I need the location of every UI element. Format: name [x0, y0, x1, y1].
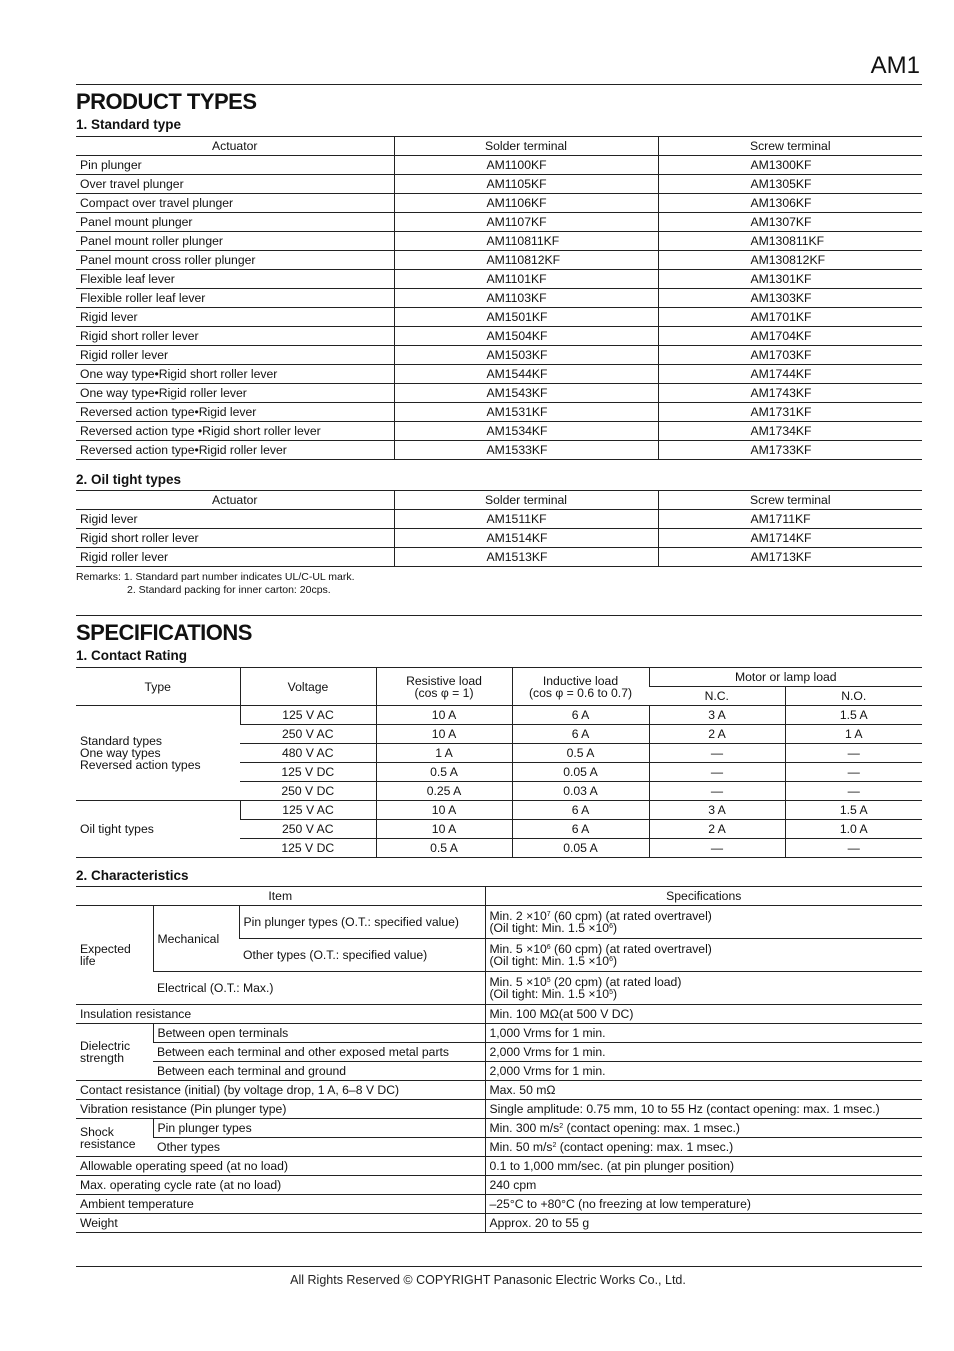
spec-line: Min. $5 \times 10^6$ (60 cpm) (at rated overtravel): [489, 942, 712, 956]
tail-item: Allowable operating speed (at no load): [76, 1157, 485, 1176]
strength-word: strength: [80, 1051, 125, 1065]
table-row: [76, 365, 922, 384]
table-row: [76, 1005, 922, 1024]
tail-spec: Approx. 20 to 55 g: [485, 1214, 922, 1233]
actuator-cell: Flexible roller leaf lever: [76, 289, 394, 308]
resistive-cell: 0.25 A: [376, 782, 512, 801]
column-header-voltage: Voltage: [240, 668, 376, 706]
vibration-spec: Single amplitude: 0.75 mm, 10 to 55 Hz (contact opening: max. 1 msec.): [485, 1100, 922, 1119]
actuator-cell: Rigid short roller lever: [76, 327, 394, 346]
solder-terminal-cell: AM1106KF: [394, 194, 658, 213]
table-row: [76, 1119, 922, 1138]
screw-terminal-cell: AM1305KF: [658, 175, 922, 194]
table-row: [76, 251, 922, 270]
screw-terminal-cell: AM1731KF: [658, 403, 922, 422]
table-row: [76, 1024, 922, 1043]
actuator-cell: Over travel plunger: [76, 175, 394, 194]
no-cell: 1.5 A: [785, 706, 922, 725]
solder-terminal-cell: AM1503KF: [394, 346, 658, 365]
resistive-cell: 0.5 A: [376, 839, 512, 858]
type-line: Standard types: [80, 734, 162, 748]
insulation-item: Insulation resistance: [76, 1005, 485, 1024]
column-header-solder: Solder terminal: [394, 137, 658, 156]
screw-terminal-cell: AM1704KF: [658, 327, 922, 346]
no-cell: 1 A: [785, 725, 922, 744]
column-header-actuator: Actuator: [76, 137, 394, 156]
expected-label: Expected: [80, 942, 131, 956]
inductive-cell: 0.5 A: [512, 744, 649, 763]
table-row: [76, 422, 922, 441]
table-row: [76, 156, 922, 175]
contact-resistance-spec: Max. 50 mΩ: [485, 1081, 922, 1100]
characteristics-table: [76, 886, 922, 1233]
model-code: AM1: [870, 52, 920, 79]
actuator-cell: Pin plunger: [76, 156, 394, 175]
voltage-cell: 125 V AC: [240, 801, 376, 820]
table-row: [76, 548, 922, 567]
product-types-title: PRODUCT TYPES: [76, 89, 257, 114]
resistive-cell: 1 A: [376, 744, 512, 763]
column-header-inductive: [512, 668, 649, 706]
inductive-cell: 0.05 A: [512, 839, 649, 858]
remark-1: Remarks: 1. Standard part number indicates UL/C-UL mark.: [76, 571, 355, 583]
type-line: Reversed action types: [80, 758, 201, 772]
nc-cell: 2 A: [649, 725, 785, 744]
column-header-nc: N.C.: [649, 687, 785, 706]
tail-item: Ambient temperature: [76, 1195, 485, 1214]
shock-item: Pin plunger types: [153, 1119, 485, 1138]
actuator-cell: Panel mount plunger: [76, 213, 394, 232]
resistive-cell: 10 A: [376, 706, 512, 725]
life-label: life: [80, 954, 96, 968]
table-row: [76, 346, 922, 365]
standard-type-table: [76, 136, 922, 460]
table-row: [76, 289, 922, 308]
column-header-specifications: Specifications: [485, 887, 922, 906]
actuator-cell: One way type•Rigid short roller lever: [76, 365, 394, 384]
contact-resistance-item: Contact resistance (initial) (by voltage drop, 1 A, 6–8 V DC): [76, 1081, 485, 1100]
table-row: [76, 1138, 922, 1157]
spec-line: (Oil tight: Min. $1.5 \times 10^6$): [489, 921, 618, 935]
screw-terminal-cell: AM1703KF: [658, 346, 922, 365]
nc-cell: —: [649, 839, 785, 858]
nc-cell: —: [649, 763, 785, 782]
voltage-cell: 125 V DC: [240, 839, 376, 858]
other-types-item: Other types (O.T.: specified value): [239, 939, 485, 972]
type-cell: [76, 706, 240, 801]
table-row: [76, 801, 922, 820]
screw-terminal-cell: AM1734KF: [658, 422, 922, 441]
inductive-cell: 6 A: [512, 706, 649, 725]
table-row: [76, 906, 922, 939]
nc-cell: 3 A: [649, 801, 785, 820]
resistive-cell: 10 A: [376, 801, 512, 820]
resistive-cell: 10 A: [376, 820, 512, 839]
inductive-cell: 6 A: [512, 820, 649, 839]
table-row: [76, 194, 922, 213]
inductive-cell: 0.03 A: [512, 782, 649, 801]
solder-terminal-cell: AM1100KF: [394, 156, 658, 175]
table-row: [76, 1100, 922, 1119]
screw-terminal-cell: AM130812KF: [658, 251, 922, 270]
actuator-cell: Panel mount cross roller plunger: [76, 251, 394, 270]
screw-terminal-cell: AM1303KF: [658, 289, 922, 308]
voltage-cell: 125 V DC: [240, 763, 376, 782]
no-cell: —: [785, 744, 922, 763]
header-rule: [76, 84, 922, 85]
table-row: [76, 972, 922, 1005]
solder-terminal-cell: AM1533KF: [394, 441, 658, 460]
tail-spec: 0.1 to 1,000 mm/sec. (at pin plunger position): [485, 1157, 922, 1176]
screw-terminal-cell: AM1711KF: [658, 510, 922, 529]
column-header-actuator: Actuator: [76, 491, 394, 510]
actuator-cell: Reversed action type•Rigid lever: [76, 403, 394, 422]
column-header-screw: Screw terminal: [658, 137, 922, 156]
shock-item: Other types: [153, 1138, 485, 1157]
table-header-row: [76, 491, 922, 510]
solder-terminal-cell: AM1105KF: [394, 175, 658, 194]
table-row: [76, 706, 922, 725]
spec-line: (Oil tight: Min. $1.5 \times 10^5$): [489, 987, 618, 1001]
table-row: [76, 1062, 922, 1081]
inductive-cell: 6 A: [512, 801, 649, 820]
dielectric-item: Between each terminal and ground: [153, 1062, 485, 1081]
solder-terminal-cell: AM1531KF: [394, 403, 658, 422]
spec-line: Min. $5 \times 10^5$ (20 cpm) (at rated load): [489, 975, 682, 989]
resistance-word: resistance: [80, 1136, 136, 1151]
tail-spec: –25°C to +80°C (no freezing at low temperature): [485, 1195, 922, 1214]
remark-2: 2. Standard packing for inner carton: 20cps.: [127, 584, 331, 596]
solder-terminal-cell: AM1504KF: [394, 327, 658, 346]
shock-spec: Min. 300 $m/s^2$ (contact opening: max. 1 msec.): [485, 1119, 922, 1138]
oil-tight-table: [76, 490, 922, 567]
spec-line: (Oil tight: Min. $1.5 \times 10^6$): [489, 954, 618, 968]
column-header-motor: Motor or lamp load: [649, 668, 922, 687]
voltage-cell: 250 V AC: [240, 725, 376, 744]
column-header-item: Item: [76, 887, 485, 906]
column-header-screw: Screw terminal: [658, 491, 922, 510]
insulation-spec: Min. 100 MΩ(at 500 V DC): [485, 1005, 922, 1024]
actuator-cell: Rigid roller lever: [76, 346, 394, 365]
actuator-cell: Reversed action type •Rigid short roller lever: [76, 422, 394, 441]
characteristics-subtitle: 2. Characteristics: [76, 868, 189, 883]
column-header-no: N.O.: [785, 687, 922, 706]
screw-terminal-cell: AM1744KF: [658, 365, 922, 384]
screw-terminal-cell: AM1307KF: [658, 213, 922, 232]
solder-terminal-cell: AM1107KF: [394, 213, 658, 232]
actuator-cell: Flexible leaf lever: [76, 270, 394, 289]
table-row: [76, 1214, 922, 1233]
nc-cell: 2 A: [649, 820, 785, 839]
column-header-solder: Solder terminal: [394, 491, 658, 510]
screw-terminal-cell: AM1743KF: [658, 384, 922, 403]
contact-rating-subtitle: 1. Contact Rating: [76, 648, 188, 663]
electrical-item: Electrical (O.T.: Max.): [153, 972, 485, 1005]
voltage-cell: 480 V AC: [240, 744, 376, 763]
dielectric-label: [76, 1024, 153, 1081]
solder-terminal-cell: AM1514KF: [394, 529, 658, 548]
table-row: [76, 403, 922, 422]
resistive-cell: 0.5 A: [376, 763, 512, 782]
dielectric-word: Dielectric: [80, 1039, 131, 1053]
copyright-footer: All Rights Reserved © COPYRIGHT Panasonic Electric Works Co., Ltd.: [290, 1273, 686, 1287]
solder-terminal-cell: AM110812KF: [394, 251, 658, 270]
table-row: [76, 1043, 922, 1062]
table-row: [76, 327, 922, 346]
mechanical-label: Mechanical: [153, 906, 239, 972]
screw-terminal-cell: AM1701KF: [658, 308, 922, 327]
resistive-label: Resistive load: [406, 673, 482, 688]
nc-cell: —: [649, 782, 785, 801]
table-row: [76, 270, 922, 289]
no-cell: —: [785, 839, 922, 858]
other-types-spec: [485, 939, 922, 972]
no-cell: 1.0 A: [785, 820, 922, 839]
table-row: [76, 529, 922, 548]
table-row: [76, 441, 922, 460]
actuator-cell: Rigid roller lever: [76, 548, 394, 567]
column-header-type: Type: [76, 668, 240, 706]
solder-terminal-cell: AM1501KF: [394, 308, 658, 327]
tail-spec: 240 cpm: [485, 1176, 922, 1195]
table-row: [76, 1081, 922, 1100]
inductive-cell: 6 A: [512, 725, 649, 744]
type-line: One way types: [80, 746, 161, 760]
dielectric-spec: 2,000 Vrms for 1 min.: [485, 1043, 922, 1062]
table-row: [76, 213, 922, 232]
screw-terminal-cell: AM1733KF: [658, 441, 922, 460]
table-row: [76, 308, 922, 327]
screw-terminal-cell: AM1714KF: [658, 529, 922, 548]
nc-cell: 3 A: [649, 706, 785, 725]
solder-terminal-cell: AM1543KF: [394, 384, 658, 403]
voltage-cell: 125 V AC: [240, 706, 376, 725]
table-header-row: [76, 137, 922, 156]
dielectric-item: Between each terminal and other exposed metal parts: [153, 1043, 485, 1062]
no-cell: —: [785, 782, 922, 801]
actuator-cell: Rigid lever: [76, 510, 394, 529]
footer-rule: [76, 1266, 922, 1267]
shock-spec: Min. 50 $m/s^2$ (contact opening: max. 1 msec.): [485, 1138, 922, 1157]
solder-terminal-cell: AM1544KF: [394, 365, 658, 384]
dielectric-spec: 2,000 Vrms for 1 min.: [485, 1062, 922, 1081]
inductive-cos-label: (cos φ = 0.6 to 0.7): [528, 685, 633, 700]
dielectric-item: Between open terminals: [153, 1024, 485, 1043]
shock-word: Shock: [80, 1124, 114, 1139]
section-rule: [76, 615, 922, 616]
resistive-cos-label: (cos φ = 1): [414, 685, 474, 700]
inductive-label: Inductive load: [542, 673, 619, 688]
electrical-spec: [485, 972, 922, 1005]
type-cell: Oil tight types: [76, 801, 240, 858]
no-cell: —: [785, 763, 922, 782]
specifications-title: SPECIFICATIONS: [76, 620, 252, 645]
table-row: [76, 175, 922, 194]
solder-terminal-cell: AM110811KF: [394, 232, 658, 251]
table-row: [76, 384, 922, 403]
voltage-cell: 250 V AC: [240, 820, 376, 839]
screw-terminal-cell: AM1301KF: [658, 270, 922, 289]
actuator-cell: Rigid lever: [76, 308, 394, 327]
tail-item: Weight: [76, 1214, 485, 1233]
actuator-cell: Panel mount roller plunger: [76, 232, 394, 251]
inductive-cell: 0.05 A: [512, 763, 649, 782]
dielectric-spec: 1,000 Vrms for 1 min.: [485, 1024, 922, 1043]
oil-tight-subtitle: 2. Oil tight types: [76, 472, 182, 487]
resistive-cell: 10 A: [376, 725, 512, 744]
table-row: [76, 1176, 922, 1195]
actuator-cell: Reversed action type•Rigid roller lever: [76, 441, 394, 460]
solder-terminal-cell: AM1534KF: [394, 422, 658, 441]
table-row: [76, 510, 922, 529]
screw-terminal-cell: AM1300KF: [658, 156, 922, 175]
spec-line: Min. $2 \times 10^7$ (60 cpm) (at rated overtravel): [489, 909, 712, 923]
actuator-cell: Compact over travel plunger: [76, 194, 394, 213]
pin-plunger-item: Pin plunger types (O.T.: specified value): [239, 906, 485, 939]
contact-rating-table: [76, 667, 922, 858]
solder-terminal-cell: AM1513KF: [394, 548, 658, 567]
actuator-cell: Rigid short roller lever: [76, 529, 394, 548]
shock-label: [76, 1119, 153, 1157]
remarks: [76, 571, 355, 597]
table-row: [76, 1157, 922, 1176]
solder-terminal-cell: AM1511KF: [394, 510, 658, 529]
tail-item: Max. operating cycle rate (at no load): [76, 1176, 485, 1195]
screw-terminal-cell: AM1713KF: [658, 548, 922, 567]
table-row: [76, 1195, 922, 1214]
pin-plunger-spec: [485, 906, 922, 939]
vibration-item: Vibration resistance (Pin plunger type): [76, 1100, 485, 1119]
screw-terminal-cell: AM1306KF: [658, 194, 922, 213]
expected-life-label: [76, 906, 153, 1005]
solder-terminal-cell: AM1101KF: [394, 270, 658, 289]
column-header-resistive: [376, 668, 512, 706]
solder-terminal-cell: AM1103KF: [394, 289, 658, 308]
no-cell: 1.5 A: [785, 801, 922, 820]
nc-cell: —: [649, 744, 785, 763]
table-header-row: [76, 887, 922, 906]
standard-type-subtitle: 1. Standard type: [76, 117, 182, 132]
table-row: [76, 232, 922, 251]
voltage-cell: 250 V DC: [240, 782, 376, 801]
screw-terminal-cell: AM130811KF: [658, 232, 922, 251]
table-header-row: [76, 668, 922, 687]
actuator-cell: One way type•Rigid roller lever: [76, 384, 394, 403]
